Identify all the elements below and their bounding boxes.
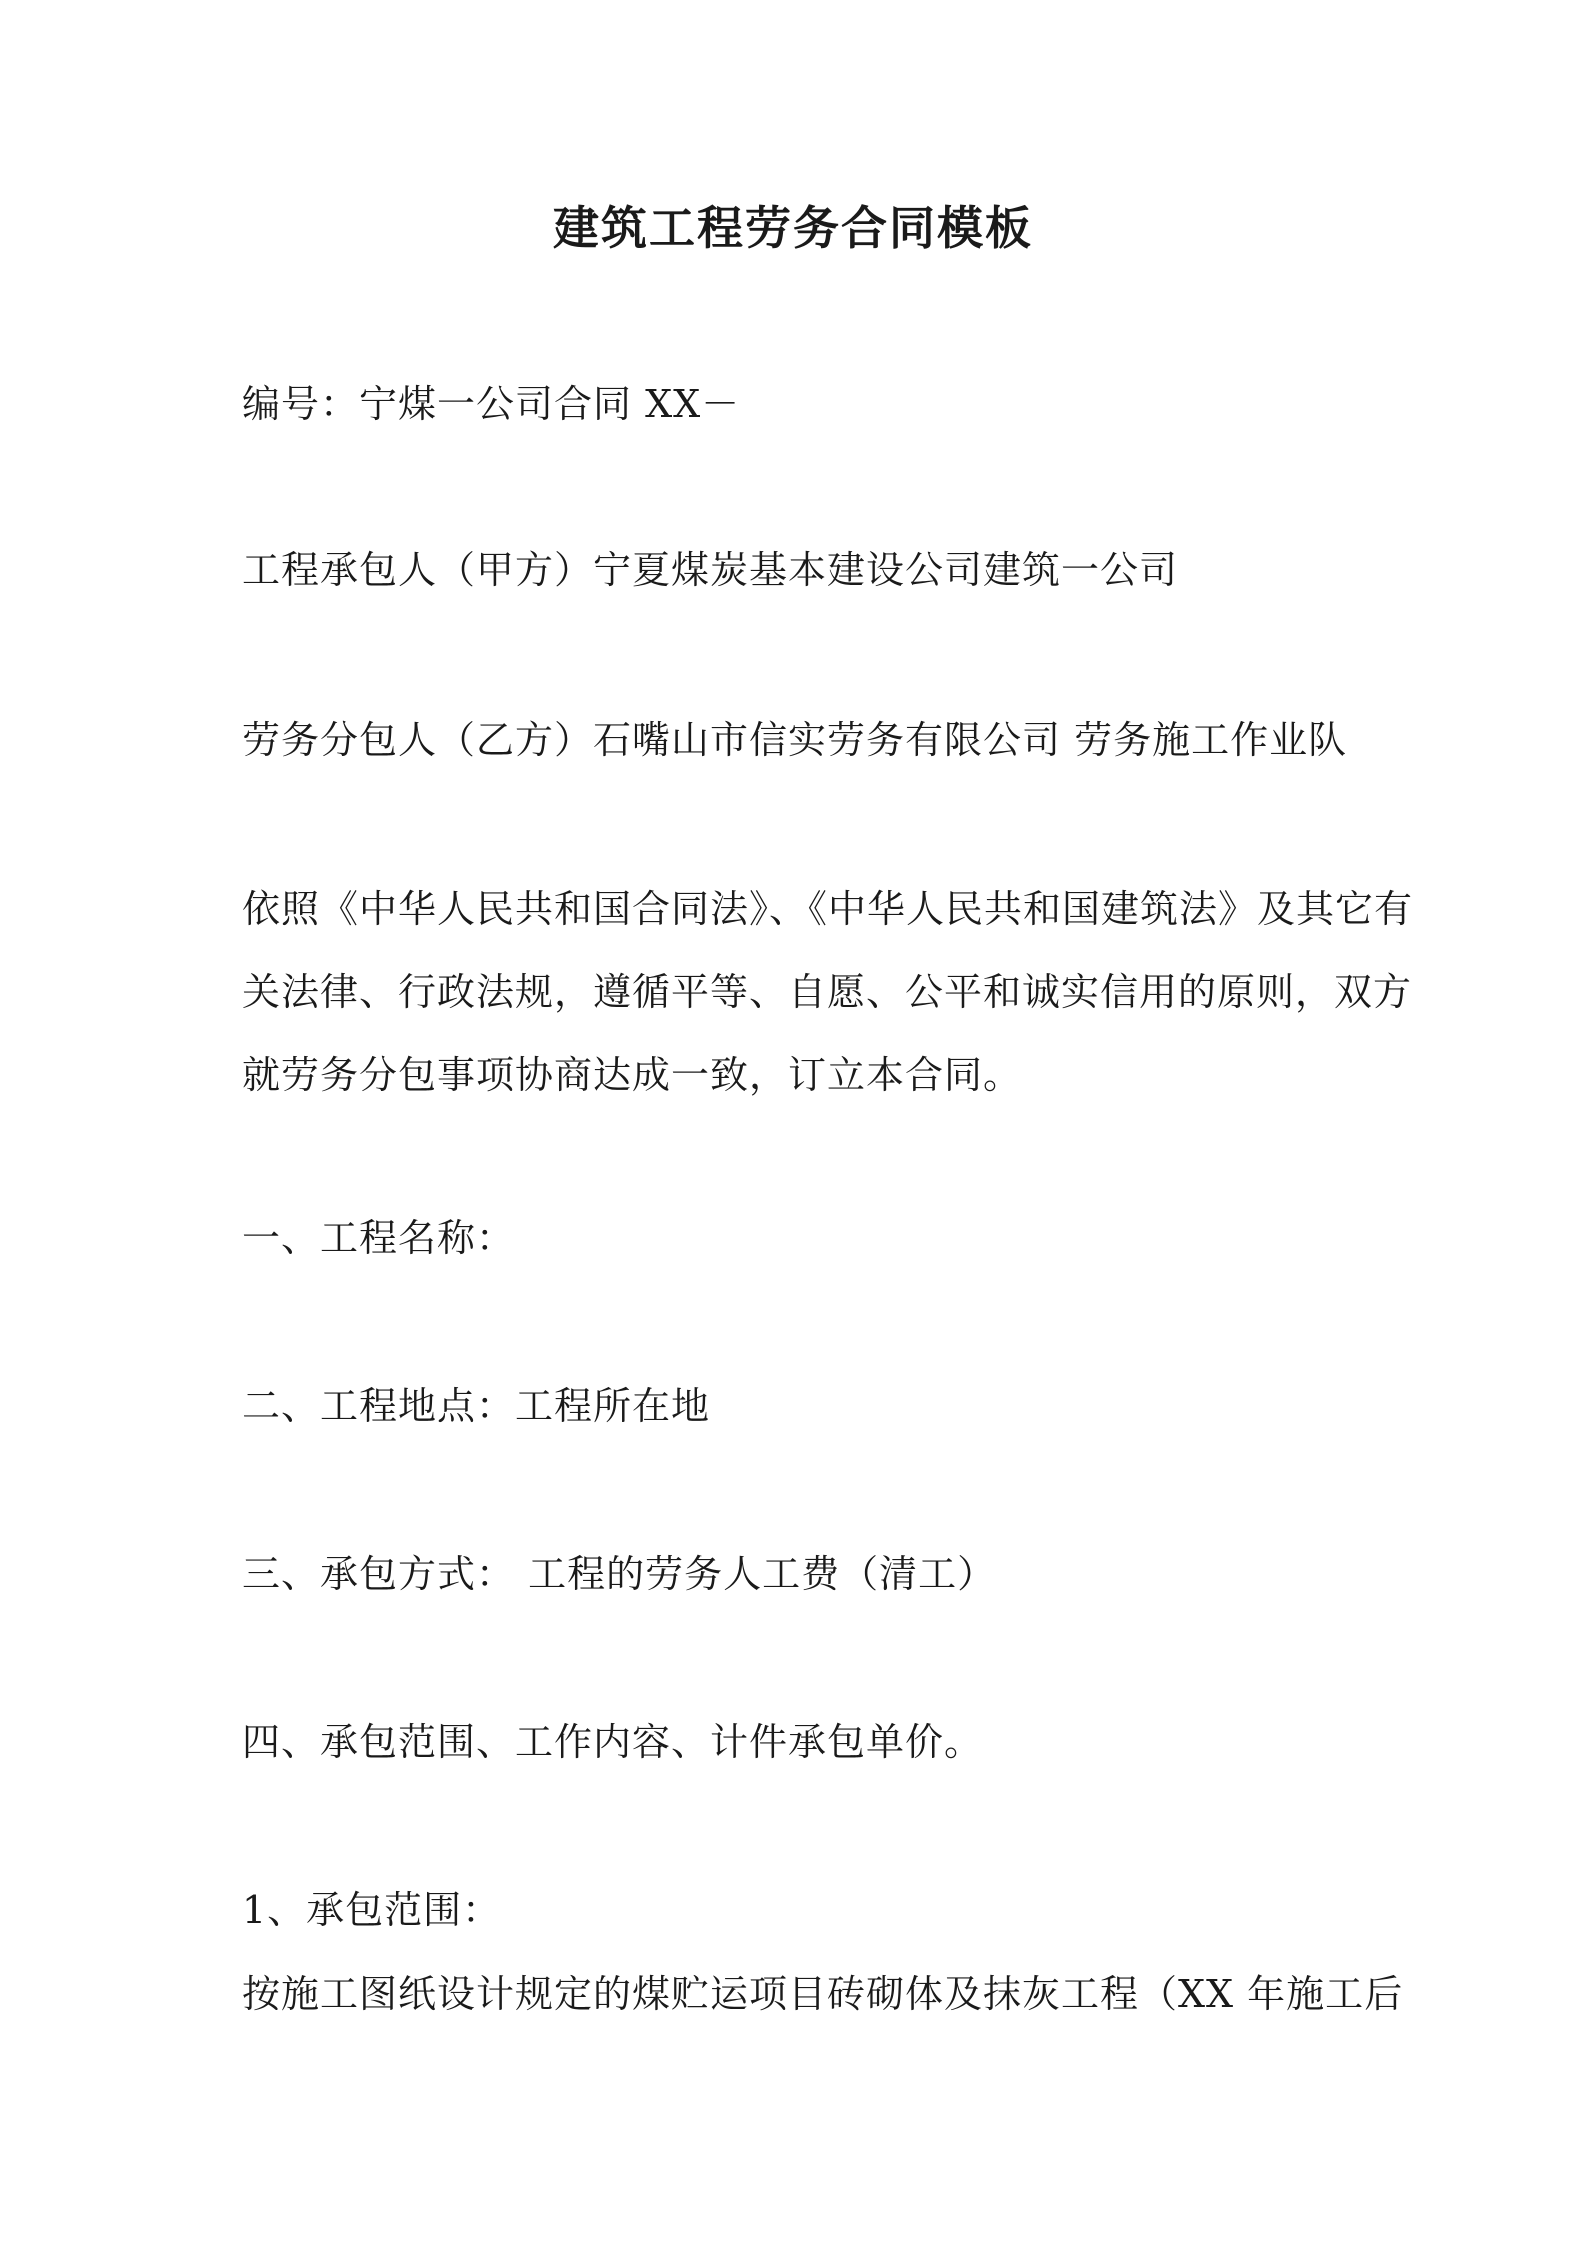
preamble-paragraph [242, 868, 1414, 1117]
section-project-location: 二、工程地点：工程所在地 [242, 1384, 711, 1428]
section-project-name: 一、工程名称： [242, 1216, 516, 1260]
document-title: 建筑工程劳务合同模板 [553, 201, 1033, 255]
contract-number: 编号：宁煤一公司合同 XX－ [242, 382, 741, 426]
preamble-line: 关法律、行政法规，遵循平等、自愿、公平和诚实信用的原则，双方 [242, 970, 1413, 1014]
scope-text: 按施工图纸设计规定的煤贮运项目砖砌体及抹灰工程（XX 年施工后 [242, 1972, 1404, 2016]
subsection-scope: 1、承包范围： [242, 1888, 502, 1932]
section-contract-method: 三、承包方式： 工程的劳务人工费（清工） [242, 1552, 997, 1596]
party-b: 劳务分包人（乙方）石嘴山市信实劳务有限公司 劳务施工作业队 [242, 718, 1348, 762]
party-a: 工程承包人（甲方）宁夏煤炭基本建设公司建筑一公司 [242, 548, 1179, 592]
preamble-line: 依照《中华人民共和国合同法》、《中华人民共和国建筑法》及其它有 [242, 887, 1414, 931]
preamble-line: 就劳务分包事项协商达成一致，订立本合同。 [242, 1053, 1023, 1097]
section-scope-heading: 四、承包范围、工作内容、计件承包单价。 [242, 1720, 984, 1764]
